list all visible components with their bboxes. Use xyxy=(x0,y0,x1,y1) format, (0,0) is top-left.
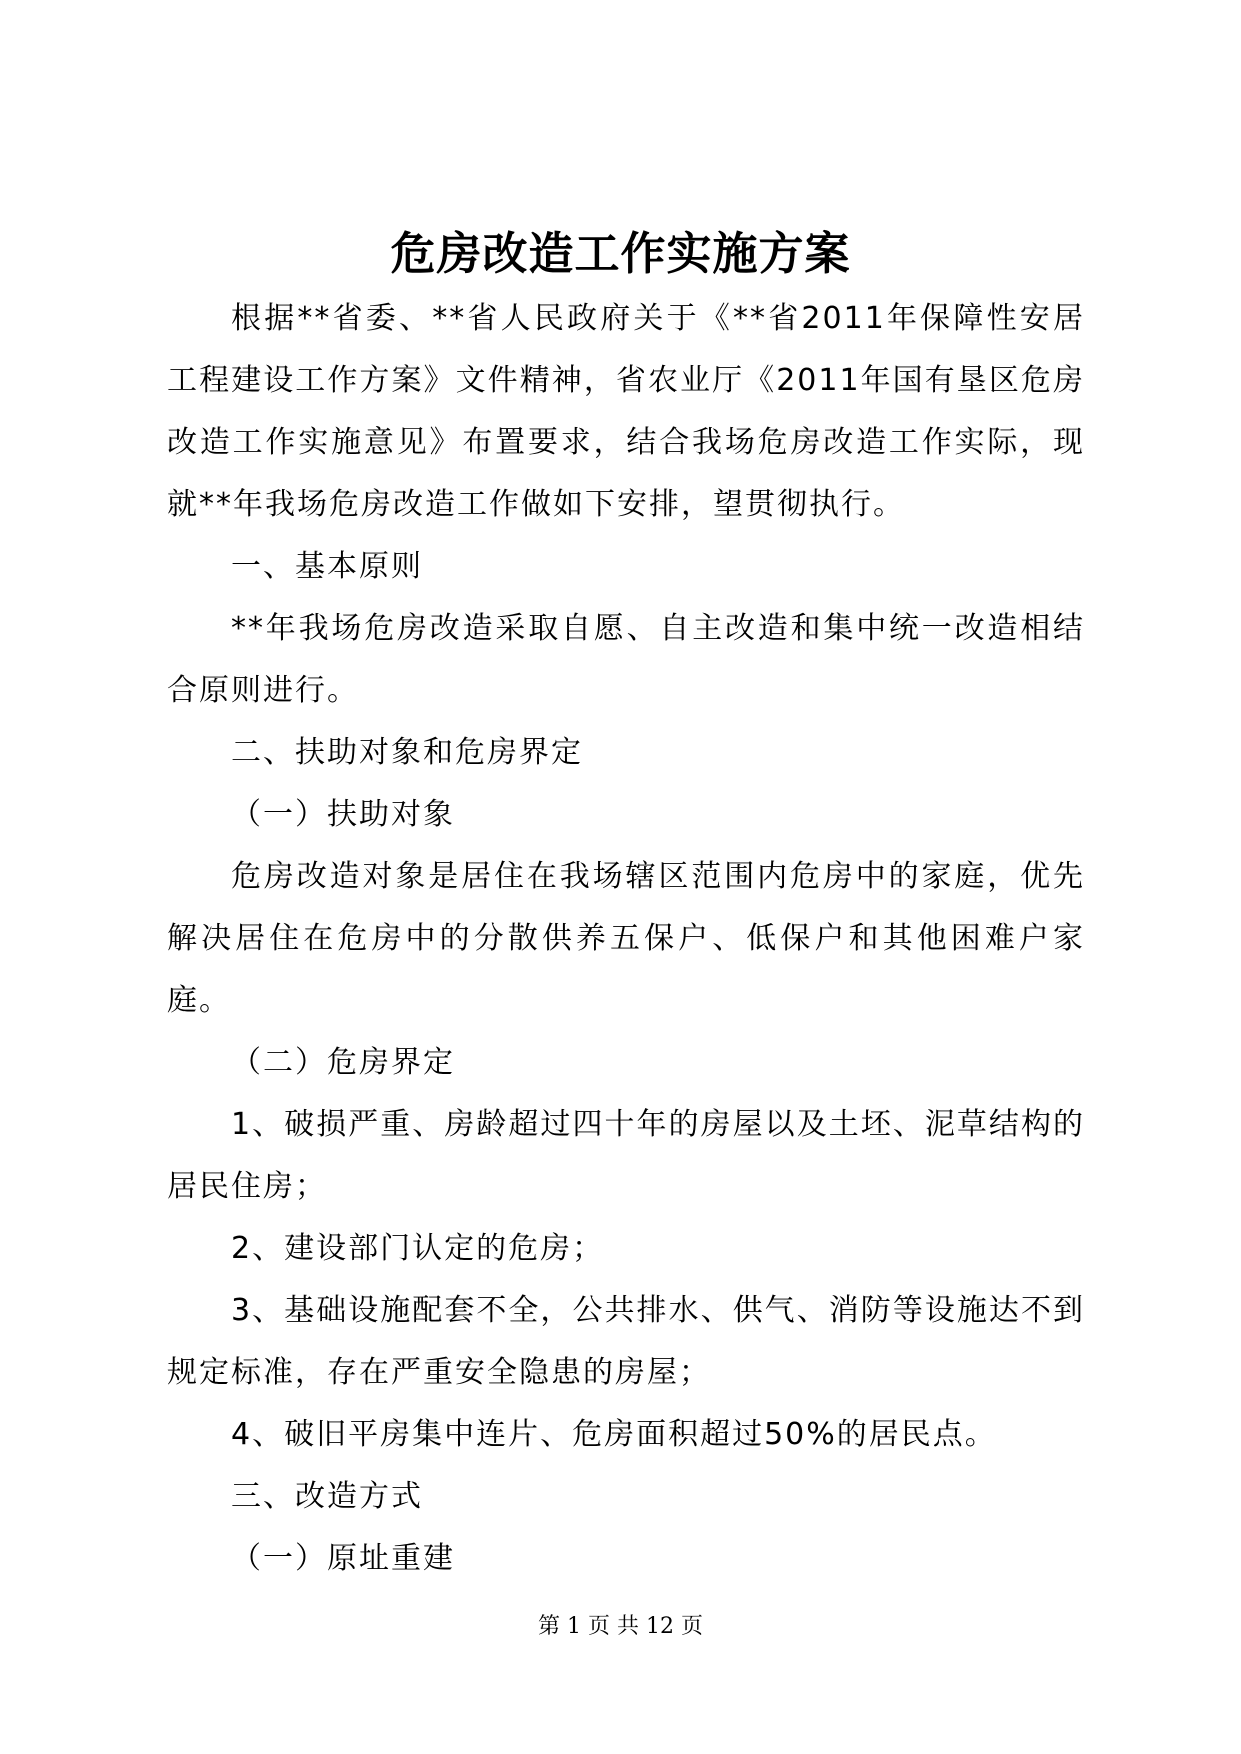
subheading-dangerous-housing-definition: （二）危房界定 xyxy=(231,1045,455,1080)
heading-renovation-methods: 三、改造方式 xyxy=(231,1479,423,1514)
page-footer: 第 1 页 共 12 页 xyxy=(538,1614,703,1639)
list-item-definition-2: 2、建设部门认定的危房； xyxy=(231,1231,605,1266)
paragraph-assistance-targets: 危房改造对象是居住在我场辖区范围内危房中的家庭，优先解决居住在危房中的分散供养五保户、低保户和其他困难户家庭。 xyxy=(167,859,1085,1018)
list-item-definition-4: 4、破旧平房集中连片、危房面积超过50%的居民点。 xyxy=(231,1417,997,1452)
subheading-assistance-targets: （一）扶助对象 xyxy=(231,797,455,832)
heading-basic-principles: 一、基本原则 xyxy=(231,549,423,584)
list-item-definition-1: 1、破损严重、房龄超过四十年的房屋以及土坯、泥草结构的居民住房； xyxy=(167,1107,1085,1204)
subheading-rebuild-in-place: （一）原址重建 xyxy=(231,1541,455,1576)
paragraph-principles: **年我场危房改造采取自愿、自主改造和集中统一改造相结合原则进行。 xyxy=(167,611,1085,708)
document-body xyxy=(167,288,1085,1590)
paragraph-intro: 根据**省委、**省人民政府关于《**省2011年保障性安居工程建设工作方案》文件精神，省农业厅《2011年国有垦区危房改造工作实施意见》布置要求，结合我场危房改造工作实际，现就**年我场危房改造工作做如下安排，望贯彻执行。 xyxy=(167,301,1085,522)
heading-assistance-targets: 二、扶助对象和危房界定 xyxy=(231,735,583,770)
list-item-definition-3: 3、基础设施配套不全，公共排水、供气、消防等设施达不到规定标准，存在严重安全隐患的房屋； xyxy=(167,1293,1085,1390)
document-title: 危房改造工作实施方案 xyxy=(390,227,851,280)
